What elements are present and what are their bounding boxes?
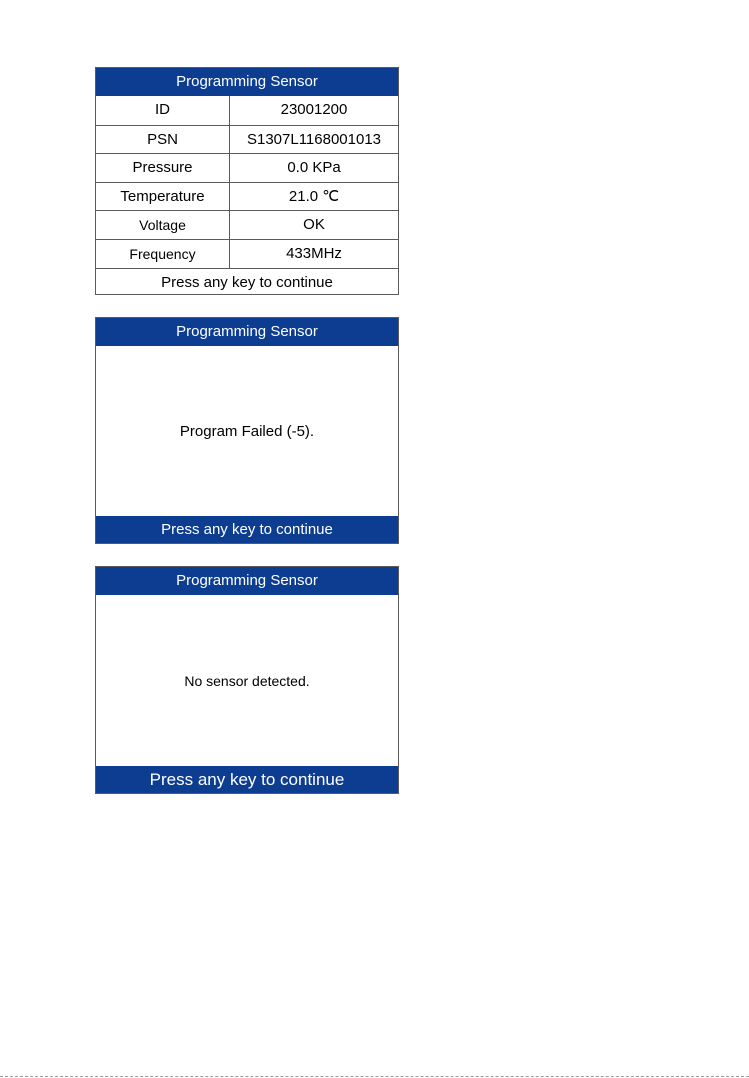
screen-title: Programming Sensor (96, 318, 398, 346)
page-divider (0, 1076, 749, 1077)
row-label: Temperature (96, 183, 230, 211)
continue-prompt[interactable]: Press any key to continue (96, 268, 398, 296)
table-row-temperature (96, 182, 398, 211)
row-label: Frequency (96, 240, 230, 268)
row-value: 21.0 ℃ (288, 187, 340, 205)
row-value: 23001200 (280, 101, 348, 118)
program-failed-screen (95, 317, 399, 544)
table-row-voltage (96, 210, 398, 239)
sensor-info-table (96, 96, 398, 268)
row-value: 0.0 KPa (287, 159, 341, 177)
row-label: Voltage (96, 211, 230, 239)
table-row-frequency (96, 239, 398, 268)
row-value: S1307L1168001013 (246, 130, 382, 148)
row-value: 433MHz (286, 244, 342, 262)
screen-title: Programming Sensor (96, 567, 398, 595)
table-row-pressure (96, 153, 398, 182)
row-label: ID (96, 96, 230, 125)
table-row-psn (96, 125, 398, 154)
row-label: Pressure (96, 154, 230, 182)
row-label: PSN (96, 126, 230, 154)
status-message: No sensor detected. (184, 672, 310, 689)
status-message: Program Failed (-5). (179, 422, 315, 440)
sensor-info-screen (95, 67, 399, 295)
screen-title: Programming Sensor (96, 68, 398, 96)
no-sensor-screen (95, 566, 399, 794)
table-row-id (96, 96, 398, 125)
row-value: OK (303, 216, 325, 234)
continue-prompt[interactable]: Press any key to continue (96, 516, 398, 543)
continue-prompt[interactable]: Press any key to continue (96, 766, 398, 793)
